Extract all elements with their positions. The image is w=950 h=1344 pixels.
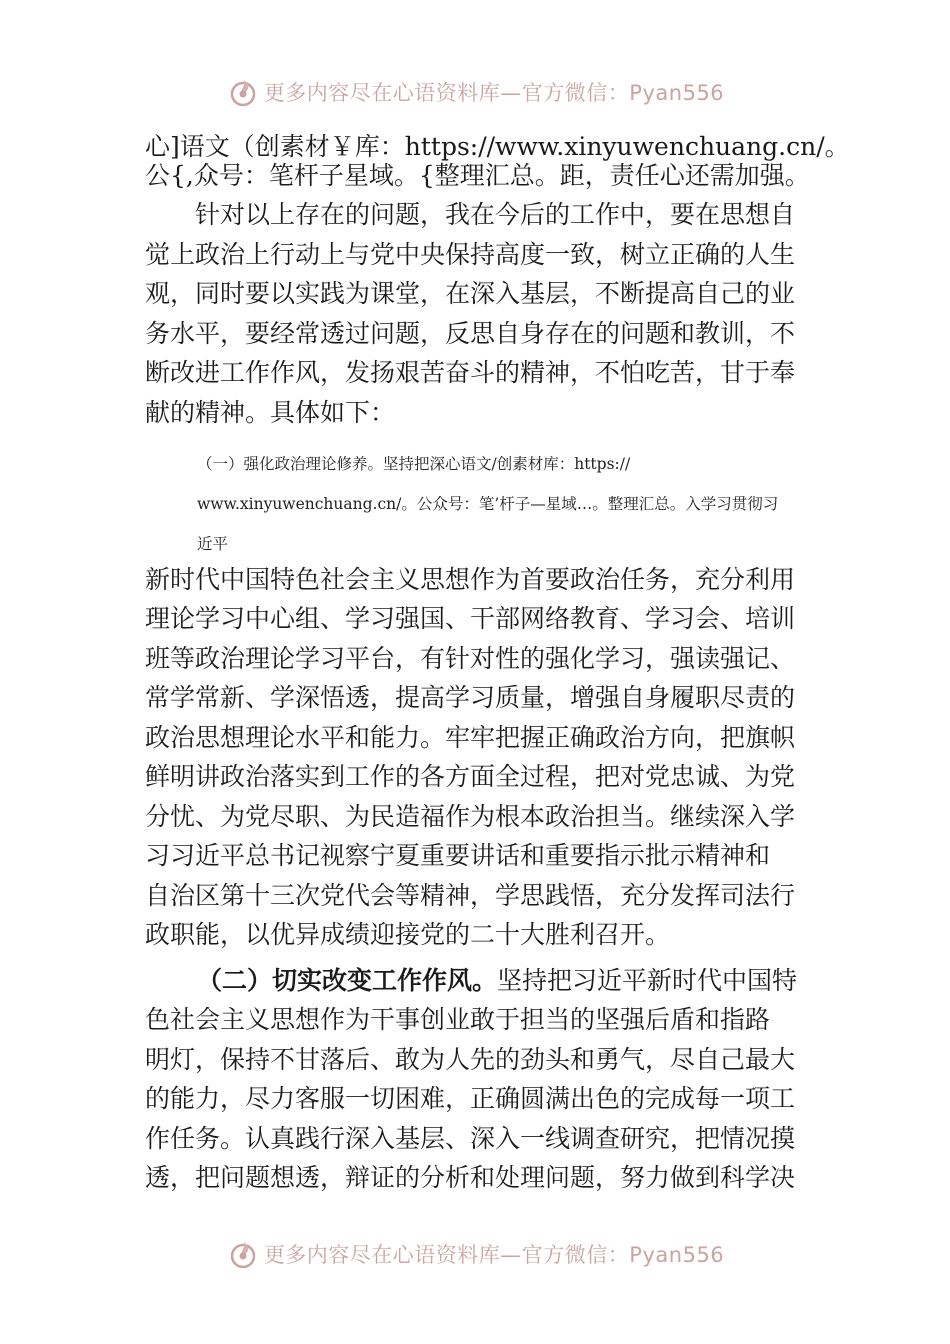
section1-line: 自治区第十三次党代会等精神，学思践悟，充分发挥司法行 xyxy=(145,881,796,910)
section1-line: 政职能，以优异成绩迎接党的二十大胜利召开。 xyxy=(145,920,671,949)
body-line: 针对以上存在的问题，我在今后的工作中，要在思想自 xyxy=(145,200,796,229)
section2-line: 色社会主义思想作为干事创业敢于担当的坚强后盾和指路 xyxy=(145,1005,771,1034)
section2-line: 透，把问题想透，辩证的分析和处理问题，努力做到科学决 xyxy=(145,1163,796,1192)
watermark-banner-top xyxy=(0,70,950,114)
section1-line: 新时代中国特色社会主义思想作为首要政治任务，充分利用 xyxy=(145,565,796,594)
flame-logo-icon xyxy=(226,75,260,109)
body-line: 观，同时要以实践为课堂，在深入基层，不断提高自己的业 xyxy=(145,279,796,308)
section1-line: 分忧、为党尽职、为民造福作为根本政治担当。继续深入学 xyxy=(145,802,796,831)
body-line: 公{,众号：笔杆子星域。{整理汇总。距，责任心还需加强。 xyxy=(145,161,810,190)
section2-first-rest: 坚持把习近平新时代中国特 xyxy=(497,966,798,995)
section1-line: 政治思想理论水平和能力。牢牢把握正确政治方向，把旗帜 xyxy=(145,723,796,752)
small-print-line: （一）强化政治理论修养。坚持把深心语文/创素材库：https:// xyxy=(197,455,631,473)
small-print-line: 近平 xyxy=(197,535,229,553)
watermark-banner-bottom xyxy=(0,1232,950,1276)
body-line: 心]语文（创素材￥库：https://www.xinyuwenchuang.cn/。 xyxy=(145,132,850,161)
section1-line: 理论学习中心组、学习强国、干部网络教育、学习会、培训 xyxy=(145,604,796,633)
section1-line: 班等政治理论学习平台，有针对性的强化学习，强读强记、 xyxy=(145,644,796,673)
section2-line: 作任务。认真践行深入基层、深入一线调查研究，把情况摸 xyxy=(145,1124,796,1153)
section2-line: 的能力，尽力客服一切困难，正确圆满出色的完成每一项工 xyxy=(145,1084,796,1113)
flame-logo-icon xyxy=(226,1237,260,1271)
body-line: 断改进工作作风，发扬艰苦奋斗的精神，不怕吃苦，甘于奉 xyxy=(145,358,796,387)
section2-line: 明灯，保持不甘落后、敢为人先的劲头和勇气，尽自己最大 xyxy=(145,1045,796,1074)
body-line: 觉上政治上行动上与党中央保持高度一致，树立正确的人生 xyxy=(145,240,796,269)
body-line: 务水平，要经常透过问题，反思自身存在的问题和教训，不 xyxy=(145,319,796,348)
section2-first-line xyxy=(197,964,797,998)
watermark-text: 更多内容尽在心语资料库—官方微信：Pyan556 xyxy=(263,1243,725,1267)
section1-line: 习习近平总书记视察宁夏重要讲话和重要指示批示精神和 xyxy=(145,841,771,870)
section1-line: 鲜明讲政治落实到工作的各方面全过程，把对党忠诚、为党 xyxy=(145,762,796,791)
body-line: 献的精神。具体如下： xyxy=(145,398,396,427)
small-print-line: www.xinyuwenchuang.cn/。公众号：笔’杆子—星域…。整理汇总。入学习贯彻习 xyxy=(197,495,779,513)
section1-line: 常学常新、学深悟透，提高学习质量，增强自身履职尽责的 xyxy=(145,683,796,712)
watermark-text: 更多内容尽在心语资料库—官方微信：Pyan556 xyxy=(263,81,725,105)
section2-heading: （二）切实改变工作作风。 xyxy=(197,966,498,995)
